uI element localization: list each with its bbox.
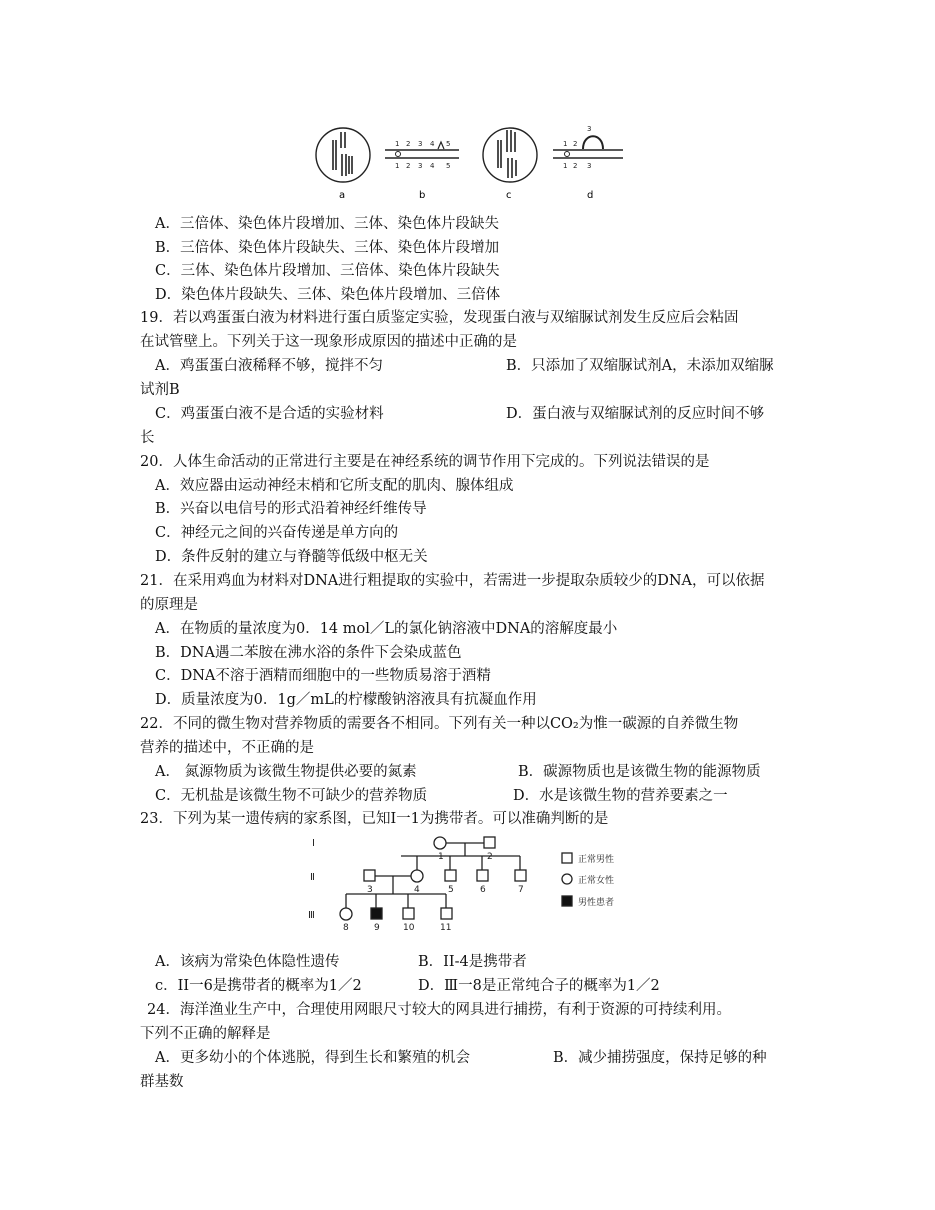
individual-1-female xyxy=(434,837,446,849)
b-bottom-2: 2 xyxy=(406,162,411,170)
individual-5-male xyxy=(445,870,456,881)
q20-option-a: A．效应器由运动神经末梢和它所支配的肌肉、腺体组成 xyxy=(155,478,514,494)
q19-option-a: A．鸡蛋蛋白液稀释不够，搅拌不匀 xyxy=(155,358,383,374)
individual-6-male xyxy=(477,870,488,881)
q19-option-c: C．鸡蛋蛋白液不是合适的实验材料 xyxy=(155,406,384,422)
q22-stem-line1: 22．不同的微生物对营养物质的需要各不相同。下列有关一种以CO₂为惟一碳源的自养微生物 xyxy=(140,716,739,732)
q23-stem: 23．下列为某一遗传病的家系图，已知I一1为携带者。可以准确判断的是 xyxy=(140,811,609,827)
q21-option-c: C．DNA不溶于酒精而细胞中的一些物质易溶于酒精 xyxy=(155,668,491,684)
label-b: b xyxy=(419,190,426,201)
q22-stem-line2: 营养的描述中，不正确的是 xyxy=(140,740,314,756)
b-top-1: 1 xyxy=(395,140,400,148)
chromosome-d xyxy=(553,125,623,201)
label-individual-9: 9 xyxy=(374,923,380,933)
q21-option-b: B．DNA遇二苯胺在沸水浴的条件下会染成蓝色 xyxy=(155,645,462,661)
generation-1-label: Ⅰ xyxy=(312,838,315,849)
q24-option-a: A．更多幼小的个体逃脱，得到生长和繁殖的机会 xyxy=(155,1050,470,1066)
q23-option-c: c．II一6是携带者的概率为1／2 xyxy=(155,978,362,994)
q21-stem-line2: 的原理是 xyxy=(140,597,198,613)
legend-affected-male-icon xyxy=(562,896,572,906)
q23-option-b: B．II-4是携带者 xyxy=(418,954,527,970)
d-top-2: 2 xyxy=(573,140,578,148)
label-individual-3: 3 xyxy=(367,885,373,895)
b-bottom-3: 3 xyxy=(418,162,423,170)
q23-option-d: D．Ⅲ一8是正常纯合子的概率为1／2 xyxy=(418,978,660,994)
legend-affected-male: 男性患者 xyxy=(578,898,615,908)
b-bottom-5: 5 xyxy=(446,162,451,170)
q22-option-b: B．碳源物质也是该微生物的能源物质 xyxy=(518,764,761,780)
cell-a xyxy=(316,128,370,201)
q20-option-b: B．兴奋以电信号的形式沿着神经纤维传导 xyxy=(155,501,427,517)
individual-8-female xyxy=(340,908,352,920)
q19-stem-line1: 19．若以鸡蛋蛋白液为材料进行蛋白质鉴定实验，发现蛋白液与双缩脲试剂发生反应后会粘固 xyxy=(140,310,739,326)
q18-option-c: C．三体、染色体片段增加、三倍体、染色体片段缺失 xyxy=(155,263,500,279)
chromosome-b xyxy=(385,140,459,201)
pedigree-chart xyxy=(300,832,650,938)
d-bottom-3: 3 xyxy=(587,162,592,170)
label-individual-7: 7 xyxy=(518,885,524,895)
individual-3-male xyxy=(364,870,375,881)
q20-stem: 20．人体生命活动的正常进行主要是在神经系统的调节作用下完成的。下列说法错误的是 xyxy=(140,454,710,470)
q24-option-b-cont: 群基数 xyxy=(140,1074,184,1090)
label-individual-2: 2 xyxy=(487,852,493,862)
label-d: d xyxy=(587,190,594,201)
individual-9-affected-male xyxy=(371,908,382,919)
chromosome-variation-figure xyxy=(305,118,635,204)
label-individual-11: 11 xyxy=(440,923,452,933)
b-top-4: 4 xyxy=(430,140,435,148)
q21-stem-line1: 21．在采用鸡血为材料对DNA进行粗提取的实验中，若需进一步提取杂质较少的DNA，可以依据 xyxy=(140,573,765,589)
label-individual-6: 6 xyxy=(480,885,486,895)
individual-10-male xyxy=(403,908,414,919)
q18-option-a: A．三倍体、染色体片段增加、三体、染色体片段缺失 xyxy=(155,216,499,232)
d-top-3: 3 xyxy=(587,125,592,133)
q22-option-d: D．水是该微生物的营养要素之一 xyxy=(513,788,728,804)
q21-option-a: A．在物质的量浓度为0．14 mol／L的氯化钠溶液中DNA的溶解度最小 xyxy=(155,621,618,637)
q19-option-d-cont: 长 xyxy=(140,430,155,446)
q20-option-c: C．神经元之间的兴奋传递是单方向的 xyxy=(155,525,399,541)
q24-stem-line2: 下列不正确的解释是 xyxy=(140,1026,271,1042)
q18-option-d: D．染色体片段缺失、三体、染色体片段增加、三倍体 xyxy=(155,287,501,303)
q24-stem-line1: 24．海洋渔业生产中，合理使用网眼尺寸较大的网具进行捕捞，有利于资源的可持续利用。 xyxy=(147,1002,731,1018)
d-bottom-2: 2 xyxy=(573,162,578,170)
q18-option-b: B．三倍体、染色体片段缺失、三体、染色体片段增加 xyxy=(155,240,500,256)
q19-option-b: B．只添加了双缩脲试剂A，未添加双缩脲 xyxy=(506,358,774,374)
label-individual-4: 4 xyxy=(414,885,420,895)
b-top-2: 2 xyxy=(406,140,411,148)
generation-3-label: Ⅲ xyxy=(308,910,315,921)
d-bottom-1: 1 xyxy=(563,162,568,170)
q24-option-b: B．减少捕捞强度，保持足够的种 xyxy=(553,1050,767,1066)
individual-2-male xyxy=(484,837,495,848)
b-top-3: 3 xyxy=(418,140,423,148)
cell-c xyxy=(483,128,537,201)
q19-option-d: D．蛋白液与双缩脲试剂的反应时间不够 xyxy=(506,406,765,422)
q19-option-b-cont: 试剂B xyxy=(140,382,180,398)
generation-2-label: Ⅱ xyxy=(310,872,315,883)
q21-option-d: D．质量浓度为0．1g／mL的柠檬酸钠溶液具有抗凝血作用 xyxy=(155,692,537,708)
individual-11-male xyxy=(441,908,452,919)
q22-option-c: C．无机盐是该微生物不可缺少的营养物质 xyxy=(155,788,428,804)
individual-4-female xyxy=(411,870,423,882)
legend-normal-female-icon xyxy=(562,874,572,884)
b-bottom-4: 4 xyxy=(430,162,435,170)
legend-normal-male: 正常男性 xyxy=(578,855,615,865)
label-a: a xyxy=(339,190,346,201)
label-individual-10: 10 xyxy=(403,923,415,933)
b-top-5: 5 xyxy=(446,140,451,148)
individual-7-male xyxy=(515,870,526,881)
label-individual-1: 1 xyxy=(438,852,444,862)
label-individual-5: 5 xyxy=(448,885,454,895)
q22-option-a: A． 氮源物质为该微生物提供必要的氮素 xyxy=(155,764,417,780)
q20-option-d: D．条件反射的建立与脊髓等低级中枢无关 xyxy=(155,549,428,565)
label-individual-8: 8 xyxy=(343,923,349,933)
q23-option-a: A．该病为常染色体隐性遗传 xyxy=(155,954,340,970)
legend-normal-male-icon xyxy=(562,853,572,863)
legend-normal-female: 正常女性 xyxy=(578,876,615,886)
label-c: c xyxy=(506,190,512,201)
d-top-1: 1 xyxy=(563,140,568,148)
q19-stem-line2: 在试管壁上。下列关于这一现象形成原因的描述中正确的是 xyxy=(140,334,517,350)
b-bottom-1: 1 xyxy=(395,162,400,170)
